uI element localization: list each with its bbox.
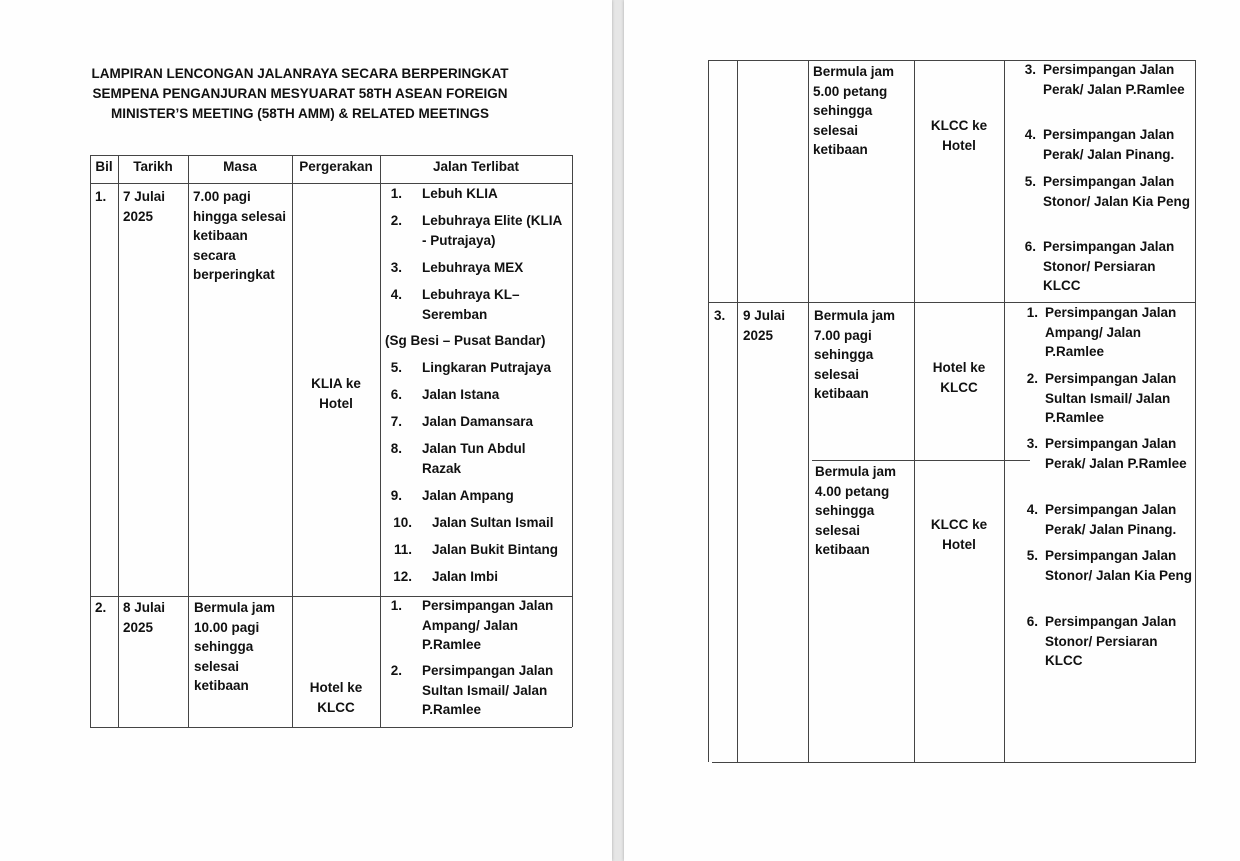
row2-tarikh: 8 Julai 2025 xyxy=(123,600,166,635)
column-divider xyxy=(914,60,915,762)
road-item: 11. Jalan Bukit Bintang xyxy=(393,542,559,557)
road-item: 3. Persimpangan Jalan Perak/ Jalan P.Ramlee xyxy=(1024,62,1185,97)
table-border-left xyxy=(90,155,91,727)
table-border-left xyxy=(708,60,709,762)
table-border-right xyxy=(1195,60,1196,762)
row3-masa-a: Bermula jam 7.00 pagi sehingga selesai ketibaan xyxy=(814,308,896,401)
table-border-top xyxy=(90,155,572,156)
row2-masa-a: Bermula jam 10.00 pagi sehingga selesai ketibaan xyxy=(194,600,276,693)
column-divider xyxy=(292,155,293,727)
road-item: 5. Persimpangan Jalan Stonor/ Jalan Kia Peng xyxy=(1026,548,1193,583)
road-item: 1. Persimpangan Jalan Ampang/ Jalan P.Ramlee xyxy=(1026,305,1177,359)
document-page-2 xyxy=(624,0,1240,861)
column-divider xyxy=(188,155,189,727)
road-item: 6. Persimpangan Jalan Stonor/ Persiaran KLCC xyxy=(1026,614,1177,668)
table-border-right xyxy=(572,155,573,727)
table-border-bottom xyxy=(90,727,572,728)
road-item: 5. Lingkaran Putrajaya xyxy=(390,360,552,375)
row1-pergerakan: KLIA ke Hotel xyxy=(311,376,361,411)
row2-pergerakan-a: Hotel ke KLCC xyxy=(309,680,363,715)
row2-pergerakan-b: KLCC ke Hotel xyxy=(930,118,988,153)
road-item: 1. Lebuh KLIA xyxy=(390,186,498,201)
road-item: 5. Persimpangan Jalan Stonor/ Jalan Kia Peng xyxy=(1024,174,1191,209)
row3-pergerakan-a: Hotel ke KLCC xyxy=(932,360,986,395)
header-tarikh: Tarikh xyxy=(133,159,173,174)
road-item: 3. Persimpangan Jalan Perak/ Jalan P.Ramlee xyxy=(1026,436,1187,471)
road-item: 1. Persimpangan Jalan Ampang/ Jalan P.Ramlee xyxy=(390,598,554,652)
road-item: 8. Jalan Tun Abdul Razak xyxy=(390,441,526,476)
road-item: 2. Persimpangan Jalan Sultan Ismail/ Jalan P.Ramlee xyxy=(390,663,554,717)
header-jalan: Jalan Terlibat xyxy=(432,159,520,174)
column-divider xyxy=(118,155,119,727)
table-border-bottom xyxy=(712,762,1196,763)
document-title: LAMPIRAN LENCONGAN JALANRAYA SECARA BERPERINGKAT SEMPENA PENGANJURAN MESYUARAT 58TH ASEAN FOREIGN MINISTER’S MEETING (58TH AMM) & RELATED MEETINGS xyxy=(91,66,509,121)
column-divider xyxy=(808,60,809,762)
column-divider xyxy=(380,155,381,727)
road-item: 3. Lebuhraya MEX xyxy=(390,260,524,275)
row1-masa: 7.00 pagi hingga selesai ketibaan secara berperingkat xyxy=(193,189,287,282)
road-item: 4. Lebuhraya KL– Seremban xyxy=(390,287,520,322)
road-item: 2. Lebuhraya Elite (KLIA - Putrajaya) xyxy=(390,213,562,248)
column-divider xyxy=(737,60,738,762)
road-note: (Sg Besi – Pusat Bandar) xyxy=(385,333,546,348)
row3-masa-b: Bermula jam 4.00 petang sehingga selesai ketibaan xyxy=(815,464,897,557)
road-item: 4. Persimpangan Jalan Perak/ Jalan Pinang. xyxy=(1024,127,1175,162)
road-item: 6. Persimpangan Jalan Stonor/ Persiaran KLCC xyxy=(1024,239,1175,293)
header-masa: Masa xyxy=(223,159,257,174)
header-pergerakan: Pergerakan xyxy=(299,159,373,174)
road-item: 4. Persimpangan Jalan Perak/ Jalan Pinang. xyxy=(1026,502,1177,537)
road-item: 9. Jalan Ampang xyxy=(390,488,514,503)
road-item: 12. Jalan Imbi xyxy=(393,569,499,584)
row3-bil: 3. xyxy=(714,308,726,323)
road-item: 7. Jalan Damansara xyxy=(390,414,534,429)
row2-bil: 2. xyxy=(95,600,107,615)
road-item: 10. Jalan Sultan Ismail xyxy=(393,515,554,530)
sub-row-divider xyxy=(812,460,1030,461)
road-item: 2. Persimpangan Jalan Sultan Ismail/ Jalan P.Ramlee xyxy=(1026,371,1177,425)
road-item: 6. Jalan Istana xyxy=(390,387,500,402)
row3-pergerakan-b: KLCC ke Hotel xyxy=(930,517,988,552)
document-page-1 xyxy=(0,0,612,861)
row1-bil: 1. xyxy=(95,189,107,204)
row2-masa-b: Bermula jam 5.00 petang sehingga selesai ketibaan xyxy=(813,64,895,157)
row1-tarikh: 7 Julai 2025 xyxy=(123,189,166,224)
column-divider xyxy=(1004,60,1005,762)
header-bil: Bil xyxy=(95,159,113,174)
row3-tarikh: 9 Julai 2025 xyxy=(743,308,786,343)
